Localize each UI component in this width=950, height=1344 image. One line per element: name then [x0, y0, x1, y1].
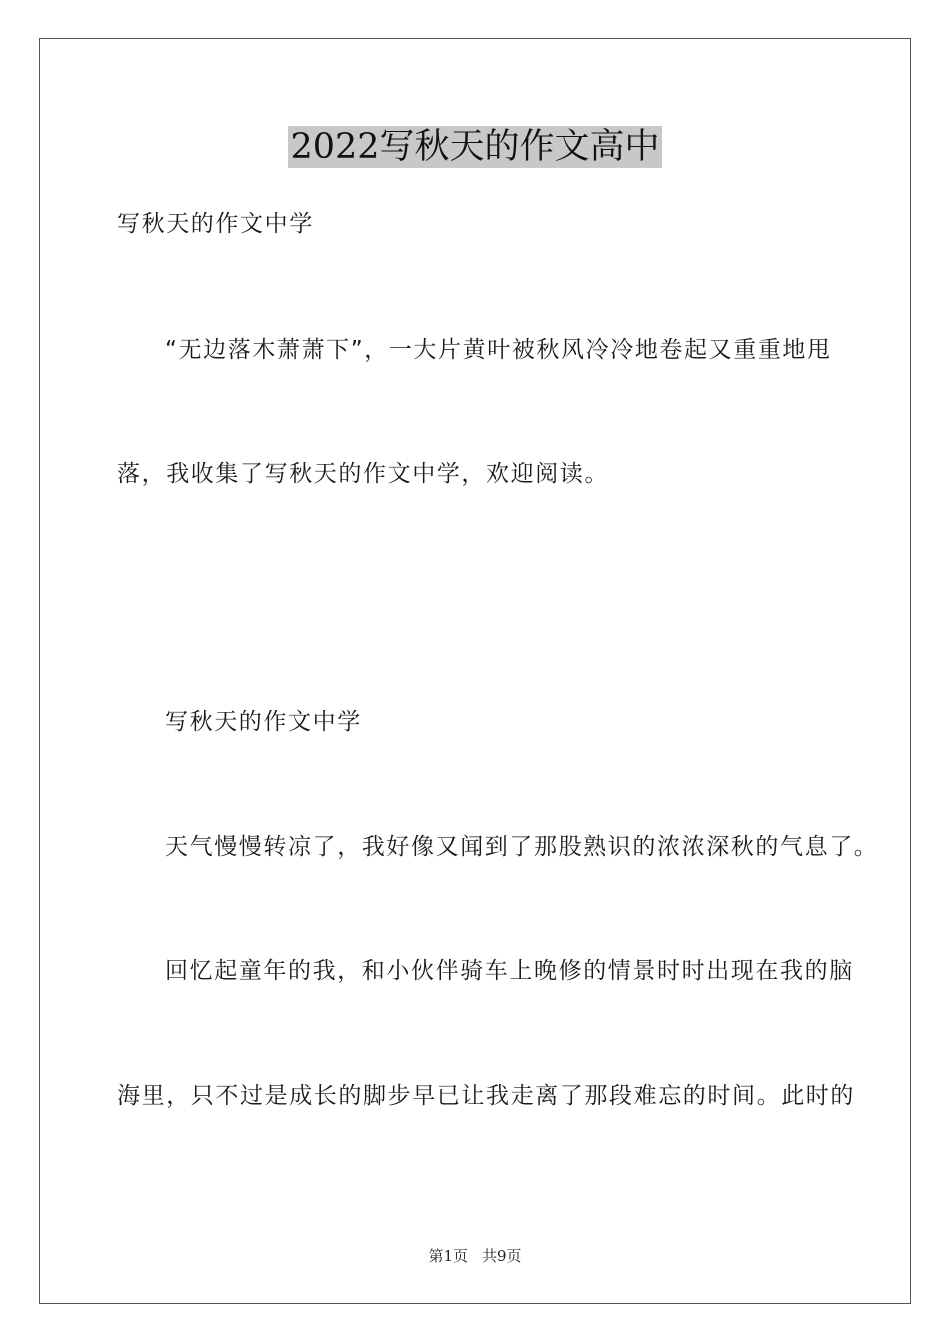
page-number: 第1页: [428, 1247, 468, 1265]
text-line: 写秋天的作文中学: [165, 709, 362, 735]
document-title: 2022写秋天的作文高中: [290, 127, 660, 167]
text-line: 海里，只不过是成长的脚步早已让我走离了那段难忘的时间。此时的: [117, 1083, 855, 1109]
text-line: 写秋天的作文中学: [117, 211, 314, 237]
text-line: 天气慢慢转凉了，我好像又闻到了那股熟识的浓浓深秋的气息了。: [165, 834, 879, 860]
text-line: 回忆起童年的我，和小伙伴骑车上晚修的情景时时出现在我的脑: [165, 958, 854, 984]
page-total: 共9页: [482, 1247, 522, 1265]
text-line: “无边落木萧萧下”，一大片黄叶被秋风冷冷地卷起又重重地甩: [165, 337, 832, 363]
text-line: 落，我收集了写秋天的作文中学，欢迎阅读。: [117, 461, 609, 487]
page-footer: [0, 1246, 950, 1266]
title-container: [0, 126, 950, 168]
